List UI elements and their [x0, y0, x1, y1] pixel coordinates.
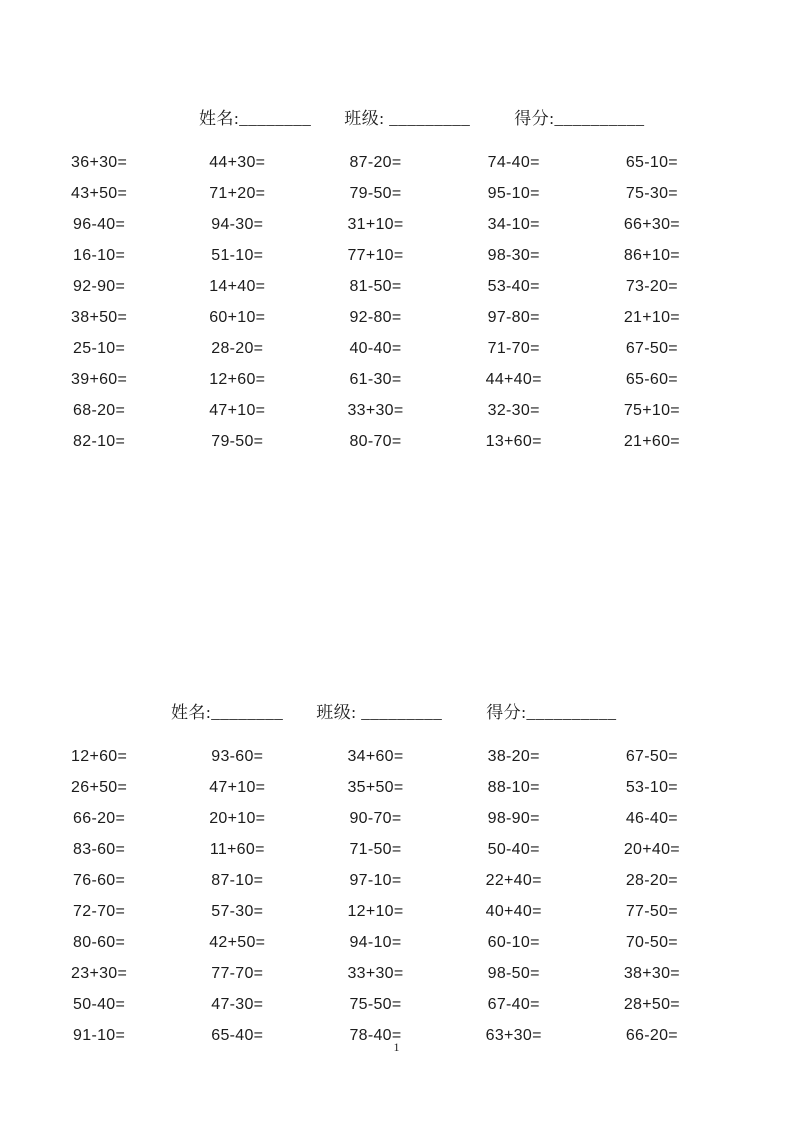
problem: 81-50=: [349, 277, 402, 295]
problem: 60-10=: [487, 933, 540, 951]
problem: 79-50=: [349, 184, 402, 202]
problem: 65-40=: [211, 1026, 264, 1044]
problem: 67-50=: [625, 747, 678, 765]
problem: 78-40=: [349, 1026, 402, 1044]
problem: 97-80=: [487, 308, 540, 326]
problem: 88-10=: [487, 778, 540, 796]
problem: 43+50=: [71, 184, 128, 202]
problem: 31+10=: [347, 215, 404, 233]
problem: 11+60=: [209, 840, 265, 858]
problem: 92-80=: [349, 308, 402, 326]
problem: 38-20=: [487, 747, 540, 765]
problem: 47+10=: [209, 401, 266, 419]
problem: 77+10=: [347, 246, 404, 264]
problem: 79-50=: [211, 432, 264, 450]
problem: 67-50=: [625, 339, 678, 357]
score-field-label: 得分:__________: [514, 109, 645, 128]
problem: 75+10=: [623, 401, 680, 419]
problem: 28-20=: [211, 339, 264, 357]
problem: 51-10=: [211, 246, 264, 264]
problem: 22+40=: [485, 871, 542, 889]
problem: 71-50=: [349, 840, 402, 858]
problem: 98-50=: [487, 964, 540, 982]
class-field-label: 班级: _________: [344, 109, 471, 128]
problem: 13+60=: [485, 432, 542, 450]
problem: 34+60=: [347, 747, 404, 765]
problem: 94-30=: [211, 215, 264, 233]
problem: 57-30=: [211, 902, 264, 920]
problem: 53-10=: [625, 778, 678, 796]
problem-grid-1: [0, 147, 793, 457]
problem: 50-40=: [73, 995, 126, 1013]
class-field-label: 班级: _________: [316, 703, 443, 722]
problem: 35+50=: [347, 778, 404, 796]
problem: 61-30=: [349, 370, 402, 388]
worksheet-section-1: [0, 104, 793, 457]
problem: 32-30=: [487, 401, 540, 419]
problem: 73-20=: [625, 277, 678, 295]
problem: 60+10=: [209, 308, 266, 326]
problem: 33+30=: [347, 401, 404, 419]
problem: 38+30=: [623, 964, 680, 982]
problem: 75-50=: [349, 995, 402, 1013]
problem: 36+30=: [71, 153, 128, 171]
worksheet-section-2: [0, 698, 793, 1051]
problem: 23+30=: [71, 964, 128, 982]
problem: 74-40=: [487, 153, 540, 171]
problem: 40+40=: [485, 902, 542, 920]
problem: 71+20=: [209, 184, 266, 202]
problem: 76-60=: [73, 871, 126, 889]
problem: 14+40=: [209, 277, 266, 295]
problem: 44+40=: [485, 370, 542, 388]
problem: 33+30=: [347, 964, 404, 982]
problem: 47-30=: [211, 995, 264, 1013]
problem: 25-10=: [73, 339, 126, 357]
problem-grid-2: [0, 741, 793, 1051]
name-field-label: 姓名:________: [199, 109, 312, 128]
problem: 42+50=: [209, 933, 266, 951]
problem: 92-90=: [73, 277, 126, 295]
problem: 47+10=: [209, 778, 266, 796]
problem: 68-20=: [73, 401, 126, 419]
problem: 16-10=: [73, 246, 126, 264]
problem: 83-60=: [73, 840, 126, 858]
problem: 26+50=: [71, 778, 128, 796]
problem: 77-50=: [625, 902, 678, 920]
problem: 65-10=: [625, 153, 678, 171]
problem: 80-70=: [349, 432, 402, 450]
problem: 63+30=: [485, 1026, 542, 1044]
problem: 67-40=: [487, 995, 540, 1013]
problem: 21+10=: [623, 308, 680, 326]
problem: 87-20=: [349, 153, 402, 171]
problem: 34-10=: [487, 215, 540, 233]
problem: 66+30=: [623, 215, 680, 233]
problem: 87-10=: [211, 871, 264, 889]
problem: 71-70=: [487, 339, 540, 357]
problem: 53-40=: [487, 277, 540, 295]
problem: 12+60=: [209, 370, 266, 388]
problem: 44+30=: [209, 153, 266, 171]
problem: 82-10=: [73, 432, 126, 450]
problem: 94-10=: [349, 933, 402, 951]
section-2-header: [0, 698, 793, 722]
section-1-header: [0, 104, 793, 128]
page-number: 1: [393, 1040, 400, 1054]
problem: 98-90=: [487, 809, 540, 827]
problem: 21+60=: [623, 432, 680, 450]
problem: 40-40=: [349, 339, 402, 357]
problem: 90-70=: [349, 809, 402, 827]
problem: 72-70=: [73, 902, 126, 920]
problem: 38+50=: [71, 308, 128, 326]
score-field-label: 得分:__________: [486, 703, 617, 722]
problem: 91-10=: [73, 1026, 126, 1044]
problem: 46-40=: [625, 809, 678, 827]
problem: 20+40=: [623, 840, 680, 858]
problem: 95-10=: [487, 184, 540, 202]
problem: 97-10=: [349, 871, 402, 889]
problem: 12+60=: [71, 747, 128, 765]
problem: 28+50=: [623, 995, 680, 1013]
problem: 50-40=: [487, 840, 540, 858]
problem: 86+10=: [623, 246, 680, 264]
problem: 96-40=: [73, 215, 126, 233]
problem: 80-60=: [73, 933, 126, 951]
problem: 39+60=: [71, 370, 128, 388]
problem: 75-30=: [625, 184, 678, 202]
problem: 12+10=: [347, 902, 404, 920]
problem: 98-30=: [487, 246, 540, 264]
problem: 66-20=: [625, 1026, 678, 1044]
problem: 20+10=: [209, 809, 266, 827]
problem: 28-20=: [625, 871, 678, 889]
name-field-label: 姓名:________: [171, 703, 284, 722]
problem: 77-70=: [211, 964, 264, 982]
problem: 93-60=: [211, 747, 264, 765]
problem: 66-20=: [73, 809, 126, 827]
problem: 65-60=: [625, 370, 678, 388]
problem: 70-50=: [625, 933, 678, 951]
